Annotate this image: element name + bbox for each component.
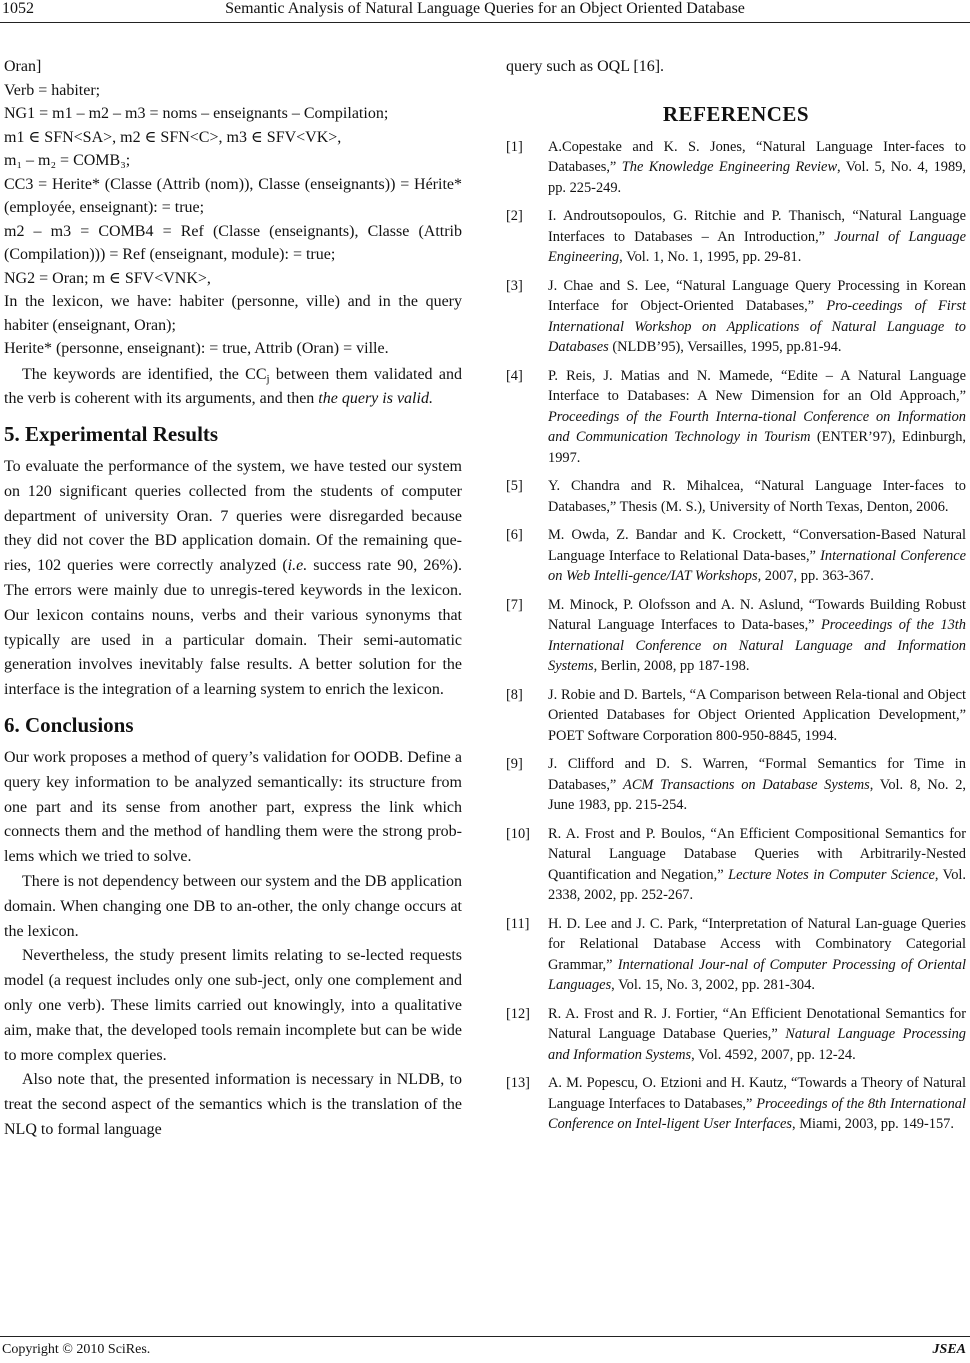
reference-number: [2]: [506, 208, 523, 225]
section-6-paragraph-4: Also note that, the presented information is necessary in NLDB, to treat the second aspect of the semantics which is the translation of the NLQ to formal language: [4, 1071, 462, 1139]
keywords-paragraph: The keywords are identified, the $CC_j$ between them validated and the verb is coherent with its arguments, and then the query is valid.: [4, 365, 462, 408]
section-6-heading: 6. Conclusions: [4, 713, 134, 738]
page-number: 1052: [2, 0, 34, 17]
section-5-heading: 5. Experimental Results: [4, 422, 219, 447]
ng1-line: NG1 = m1 – m2 – m3 = noms – enseignants – Compilation;: [4, 105, 389, 122]
reference-number: [12]: [506, 1005, 530, 1022]
reference-item: [9] J. Clifford and D. S. Warren, “Formal Semantics for Time in Databases,” ACM Transactions on Database Systems, Vol. 8, No. 2, June 1983, pp. 215-254.: [506, 756, 967, 814]
running-title: Semantic Analysis of Natural Language Queries for an Object Oriented Database: [225, 0, 745, 17]
left-column: [4, 55, 462, 1143]
section-6-paragraph-1: Our work proposes a method of query’s validation for OODB. Define a query key information to be analyzed semantically: its structure from one part and its sense from another part, express the link which connects them and the method of handling them were the strong prob-lems which we tried to solve.: [4, 749, 462, 866]
footer-rule: [0, 1336, 970, 1337]
reference-item: [4] P. Reis, J. Matias and N. Mamede, “Edite – A Natural Language Interface to Databases: A New Dimension for an Old Approach,” Proceedings of the Fourth Interna-tional Conference on Information and Communication Technology in Tourism (ENTER’97), Edinburgh, 1997.: [506, 367, 966, 466]
reference-number: [13]: [506, 1075, 530, 1092]
copyright: Copyright © 2010 SciRes.: [2, 1342, 151, 1357]
reference-item: [5] Y. Chandra and R. Mihalcea, “Natural Language Inter-faces to Databases,” Thesis (M. S.), University of North Texas, Denton, 2006.: [506, 478, 966, 515]
reference-item: [1] A.Copestake and K. S. Jones, “Natural Language Inter-faces to Databases,” The Knowledge Engineering Review, Vol. 5, No. 4, 1989, pp. 225-249.: [506, 138, 966, 196]
reference-item: [10] R. A. Frost and P. Boulos, “An Efficient Compositional Semantics for Natural Language Database Queries with Arbitrarily-Nested Quantification and Negation,” Lecture Notes in Computer Science, Vol. 2338, 2002, pp. 252-267.: [506, 825, 966, 904]
text-line: m₁ – m₂ = COMB₃;: [4, 152, 131, 169]
section-6-paragraph-3: Nevertheless, the study present limits relating to se-lected requests model (a request includes only one sub-ject, only one complement and only one verb). These limits carried out knowingly, into a qualitative aim, make that, the developed tools remain incomplete but can be wide to more complex queries.: [4, 947, 462, 1064]
reference-number: [4]: [506, 367, 523, 384]
reference-number: [3]: [506, 277, 523, 294]
reference-item: [7] M. Minock, P. Olofsson and A. N. Aslund, “Towards Building Robust Natural Language Interfaces to Data-bases,” Proceedings of the 13th International Conference on Natural Language and Information Systems, Berlin, 2008, pp 187-198.: [506, 596, 966, 675]
header-rule: [0, 22, 970, 23]
reference-number: [8]: [506, 686, 523, 703]
reference-item: [13] A. M. Popescu, O. Etzioni and H. Kautz, “Towards a Theory of Natural Language Interfaces to Databases,” Proceedings of the 8th International Conference on Intel-ligent User Interfaces, Miami, 2003, pp. 149-157.: [506, 1075, 966, 1133]
herite-paragraph: Herite* (personne, enseignant): = true, Attrib (Oran) = ville.: [4, 340, 389, 357]
section-5-paragraph: To evaluate the performance of the system, we have tested our system on 120 significant queries collected from the students of computer department of university Oran. 7 queries were disregarded because they did not cover the BD application domain. Of the remaining que-ries, 102 queries were correctly analyzed (i.e. success rate 90, 26%). The errors were mainly due to unregis-tered keywords in the lexicon. Our lexicon contains nouns, verbs and their various synonyms that typically are used in a particular domain. Their semi-automatic generation involves inevitably false results. A better solution for the interface is the integration of a learning system to enrich the lexicon.: [4, 458, 462, 699]
reference-item: [12] R. A. Frost and R. J. Fortier, “An Efficient Denotational Semantics for Natural Language Database Queries,” Natural Language Processing and Information Systems, Vol. 4592, 2007, pp. 12-24.: [506, 1005, 966, 1063]
text-line: Verb = habiter;: [4, 81, 101, 99]
reference-number: [11]: [506, 915, 530, 932]
reference-number: [10]: [506, 825, 530, 842]
right-column: [506, 55, 966, 1143]
reference-item: [6] M. Owda, Z. Bandar and K. Crockett, “Conversation-Based Natural Language Interface to Relational Data-bases,” International Conference on Web Intelli-gence/IAT Workshops, 2007, pp. 363-367.: [506, 527, 966, 585]
reference-item: [11] H. D. Lee and J. C. Park, “Interpretation of Natural Lan-guage Queries for Relational Database Access with Combinatory Categorial Grammar,” International Jour-nal of Computer Processing of Oriental Languages, Vol. 15, No. 3, 2002, pp. 281-304.: [506, 915, 966, 994]
ng2-line: NG2 = Oran; m ∈ SFV<VNK>,: [4, 269, 211, 287]
lexicon-paragraph: In the lexicon, we have: habiter (personne, ville) and in the query habiter (enseignant, Oran);: [4, 293, 462, 334]
reference-number: [5]: [506, 478, 523, 495]
reference-item: [3] J. Chae and S. Lee, “Natural Language Query Processing in Korean Interface for Object-Oriented Databases,” Pro-ceedings of First International Workshop on Applications of Natural Language to Databases (NLDB’95), Versailles, 1995, pp.81-94.: [506, 277, 966, 356]
reference-number: [1]: [506, 138, 523, 155]
sf-line: m1 ∈ SFN<SA>, m2 ∈ SFN<C>, m3 ∈ SFV<VK>,: [4, 128, 342, 146]
text-line: Oran]: [4, 58, 42, 75]
m2-m3-formula: m2 – m3 = COMB4 = Ref (Classe (enseignants), Classe (Attrib (Compilation))) = Ref (enseignant, module): = true;: [4, 222, 462, 263]
section-6-paragraph-2: There is not dependency between our system and the DB application domain. When changing one DB to an-other, the only change occurs at the lexicon.: [4, 873, 462, 940]
reference-number: [6]: [506, 527, 523, 544]
journal-name: JSEA: [932, 1342, 966, 1357]
cc3-formula: CC3 = Herite* (Classe (Attrib (nom)), Classe (enseignants)) = Hérite* (employée, enseignant): = true;: [4, 175, 462, 216]
reference-list: [506, 137, 966, 1135]
reference-item: [8] J. Robie and D. Bartels, “A Comparison between Rela-tional and Object Oriented Databases for Object Oriented Application Development,” POET Software Corporation 800-950-8845, 1994.: [506, 686, 966, 744]
reference-number: [9]: [506, 756, 523, 773]
continuation-line: query such as OQL [16].: [506, 58, 665, 75]
reference-number: [7]: [506, 596, 523, 613]
reference-item: [2] I. Androutsopoulos, G. Ritchie and P. Thanisch, “Natural Language Interfaces to Databases – An Introduction,” Journal of Language Engineering, Vol. 1, No. 1, 1995, pp. 29-81.: [506, 208, 967, 266]
references-heading: REFERENCES: [662, 101, 810, 126]
